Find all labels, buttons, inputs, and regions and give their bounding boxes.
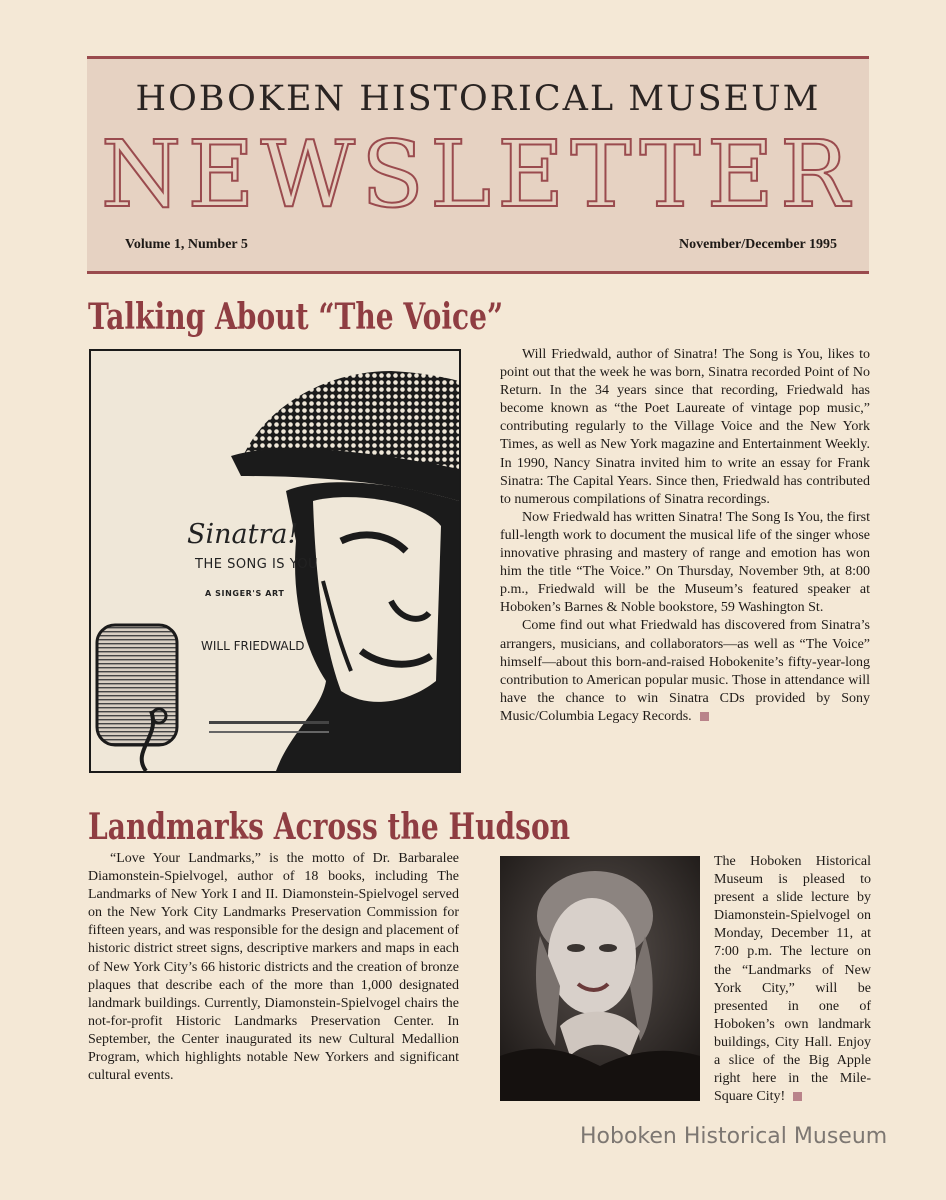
watermark: Hoboken Historical Museum bbox=[580, 1124, 888, 1149]
end-mark-icon bbox=[700, 712, 709, 721]
end-mark-icon bbox=[793, 1092, 802, 1101]
article-landmarks-body bbox=[88, 850, 459, 1085]
cover-subtitle: A SINGER'S ART bbox=[205, 589, 285, 598]
article-paragraph: Now Friedwald has written Sinatra! The Song Is You, the first full-length work to document the musical life of the singer whose innovative phrasing and mastery of range and emotion has won him the title “The Voice.” On Thursday, November 9th, at 8:00 p.m., Friedwald will be the Museum’s featured speaker at Hoboken’s Barnes & Noble bookstore, 59 Washington St. bbox=[500, 509, 870, 616]
cover-script-title: Sinatra! bbox=[187, 519, 299, 550]
cover-song-title: THE SONG IS YOU bbox=[195, 557, 319, 572]
article-paragraph: “Love Your Landmarks,” is the motto of Dr. Barbaralee Diamonstein-Spielvogel, author of 18 books, including The Landmarks of New York I and II. Diamonstein-Spielvogel served on the New York City Landmarks Preservation Commission for fifteen years, and was responsible for the design and placement of historic district street signs, descriptive markers and maps in each of New York City’s 66 historic districts and the creation of bronze plaques that describe each of the more than 1,000 designated landmark buildings. Currently, Diamonstein-Spielvogel chairs the not-for-profit Historic Landmarks Preservation Center. In September, the Center inaugurated its new Cultural Medallion Program, which highlights notable New Yorkers and significant cultural events. bbox=[88, 851, 459, 1084]
article-headline-landmarks: Landmarks Across the Hudson bbox=[88, 806, 571, 848]
article-voice-body bbox=[500, 346, 870, 726]
lecture-announcement bbox=[714, 853, 871, 1106]
volume-number: Volume 1, Number 5 bbox=[125, 237, 248, 252]
announcement-text: The Hoboken Historical Museum is pleased to present a slide lecture by Diamonstein-Spielvogel on Monday, December 11, at 7:00 p.m. The lecture on the “Landmarks of New York City,” will be presented in one of Hoboken’s own landmark buildings, City Hall. Enjoy a slice of the Big Apple right here in the Mile-Square City! bbox=[714, 854, 871, 1105]
article-headline-voice: Talking About “The Voice” bbox=[88, 296, 504, 338]
book-cover-image bbox=[89, 349, 461, 773]
organization-name: HOBOKEN HISTORICAL MUSEUM bbox=[135, 79, 821, 119]
portrait-photo bbox=[500, 856, 700, 1101]
portrait-illustration bbox=[500, 856, 700, 1101]
masthead bbox=[87, 56, 869, 274]
newsletter-title: NEWSLETTER bbox=[100, 121, 856, 228]
cover-author: WILL FRIEDWALD bbox=[201, 639, 305, 653]
article-paragraph: Will Friedwald, author of Sinatra! The Song is You, likes to point out that the week he was born, Sinatra recorded Point of No Return. In the 34 years since that recording, Friedwald has become known as “the Poet Laureate of vintage pop music,” contributing regularly to the Village Voice and the New York Times, as well as New York magazine and Entertainment Weekly. In 1990, Nancy Sinatra invited him to write an essay for Frank Sinatra: The Capital Years. Since then, Friedwald has contributed to numerous compilations of Sinatra recordings. bbox=[500, 347, 870, 507]
article-paragraph: Come find out what Friedwald has discovered from Sinatra’s arrangers, musicians, and collaborators—as well as “The Voice” himself—about this born-and-raised Hobokenite’s fifty-year-long contribution to American popular music. Those in attendance will have the chance to win Sinatra CDs provided by Sony Music/Columbia Legacy Records. bbox=[500, 618, 870, 724]
issue-date: November/December 1995 bbox=[679, 237, 837, 252]
